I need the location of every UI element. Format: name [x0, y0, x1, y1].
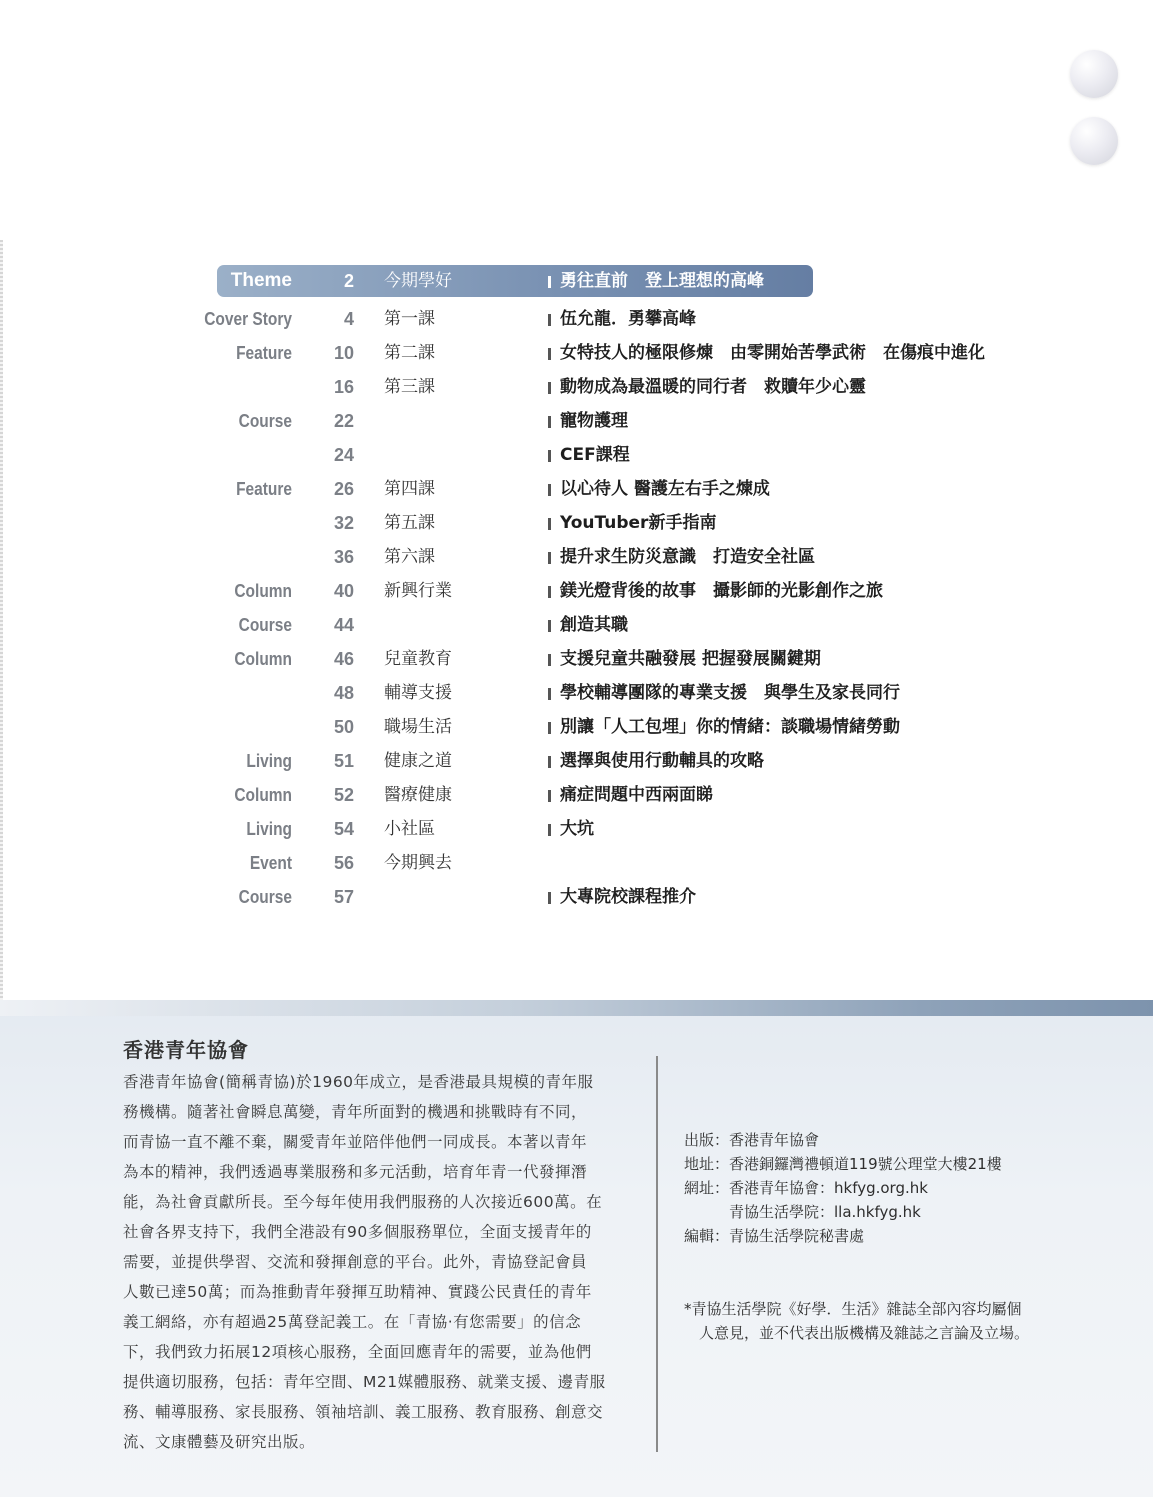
- toc-row[interactable]: [0, 506, 1153, 540]
- toc-article-title: YouTuber新手指南: [560, 513, 717, 533]
- org-description-line: 社會各界支持下，我們全港設有90多個服務單位，全面支援青年的: [123, 1223, 592, 1241]
- toc-row[interactable]: [0, 472, 1153, 506]
- toc-section-label: Course: [238, 411, 292, 431]
- toc-lesson-label: 第四課: [384, 479, 435, 499]
- toc-article-title: [560, 846, 1120, 880]
- decorative-circle-bottom: [1070, 117, 1118, 165]
- toc-row[interactable]: [0, 302, 1153, 336]
- toc-row[interactable]: [0, 880, 1153, 914]
- toc-row[interactable]: [0, 846, 1153, 880]
- toc-article-title: 以心待人 醫護左右手之煉成: [560, 479, 770, 499]
- org-description-line: 義工網絡，亦有超過25萬登記義工。在「青協‧有您需要」的信念: [123, 1313, 582, 1331]
- toc-section-label: Event: [249, 853, 292, 873]
- toc-bar-mark: [548, 348, 551, 360]
- toc-page-number: 48: [333, 683, 354, 703]
- toc-section-label: [170, 676, 292, 710]
- toc-bar-mark: [548, 382, 551, 394]
- toc-lesson-label: 新興行業: [384, 581, 452, 601]
- toc-row[interactable]: [0, 404, 1153, 438]
- toc-page-number: 16: [333, 377, 354, 397]
- toc-article-title: 支援兒童共融發展 把握發展關鍵期: [560, 649, 821, 669]
- toc-row[interactable]: [0, 540, 1153, 574]
- toc-bar-mark: [548, 654, 551, 666]
- toc-section-label: Feature: [236, 343, 292, 363]
- org-description-line: 提供適切服務，包括：青年空間、M21媒體服務、就業支援、邊青服: [123, 1373, 606, 1391]
- toc-row[interactable]: [0, 642, 1153, 676]
- disclaimer-line: 人意見，並不代表出版機構及雜誌之言論及立場。: [684, 1324, 1030, 1342]
- toc-lesson-label: 醫療健康: [384, 785, 452, 805]
- toc-lesson-label: 第二課: [384, 343, 435, 363]
- publication-info: [684, 1128, 1124, 1248]
- publication-info-line: 網址：香港青年協會：hkfyg.org.hk: [684, 1179, 928, 1197]
- toc-article-title: 選擇與使用行動輔具的攻略: [560, 751, 764, 771]
- toc-section-label: Feature: [236, 479, 292, 499]
- toc-page-number: 22: [333, 411, 354, 431]
- toc-lesson-label: 健康之道: [384, 751, 452, 771]
- toc-lesson-label: [384, 608, 534, 642]
- toc-page-number: 54: [333, 819, 354, 839]
- org-description-line: 香港青年協會(簡稱青協)於1960年成立，是香港最具規模的青年服: [123, 1073, 594, 1091]
- toc-lesson-label: 第一課: [384, 309, 435, 329]
- toc-article-title: 痛症問題中西兩面睇: [560, 785, 713, 805]
- toc-lesson-label: 第三課: [384, 377, 435, 397]
- org-description-line: 人數已達50萬；而為推動青年發揮互助精神、實踐公民責任的青年: [123, 1283, 592, 1301]
- toc-article-title: 大坑: [560, 819, 594, 839]
- toc-row[interactable]: [0, 778, 1153, 812]
- toc-article-title: 別讓「人工包埋」你的情緒：談職場情緒勞動: [560, 717, 900, 737]
- toc-lesson-label: 輔導支援: [384, 683, 452, 703]
- toc-article-title: 創造其職: [560, 615, 628, 635]
- org-description-line: 務機構。隨著社會瞬息萬變，青年所面對的機遇和挑戰時有不同，: [123, 1103, 588, 1121]
- org-description-line: 下，我們致力拓展12項核心服務，全面回應青年的需要，並為他們: [123, 1343, 592, 1361]
- toc-section-label: Living: [246, 751, 292, 771]
- toc-bar-mark: [548, 620, 551, 632]
- toc-lesson-label: 第六課: [384, 547, 435, 567]
- toc-section-label: Theme: [230, 270, 292, 291]
- toc-page-number: 52: [333, 785, 354, 805]
- toc-bar-mark: [548, 552, 551, 564]
- table-of-contents: [0, 264, 1153, 914]
- org-description-line: 能，為社會貢獻所長。至今每年使用我們服務的人次接近600萬。在: [123, 1193, 603, 1211]
- toc-lesson-label: 兒童教育: [384, 649, 452, 669]
- toc-section-label: Course: [238, 615, 292, 635]
- toc-page-number: 57: [333, 887, 354, 907]
- toc-lesson-label: 今期學好: [384, 271, 452, 291]
- toc-bar-mark: [548, 892, 551, 904]
- toc-article-title: 動物成為最溫暖的同行者 救贖年少心靈: [560, 377, 866, 397]
- toc-page-number: 51: [333, 751, 354, 771]
- toc-bar-mark: [548, 416, 551, 428]
- toc-section-label: [170, 710, 292, 744]
- org-description-line: 而青協一直不離不棄，關愛青年並陪伴他們一同成長。本著以青年: [123, 1133, 588, 1151]
- org-description-line: 為本的精神，我們透過專業服務和多元活動，培育年青一代發揮潛: [123, 1163, 588, 1181]
- toc-rows: [0, 302, 1153, 914]
- toc-article-title: 寵物護理: [560, 411, 628, 431]
- toc-article-title: 勇往直前 登上理想的高峰: [560, 271, 764, 291]
- org-description-line: 需要，並提供學習、交流和發揮創意的平台。此外，青協登記會員: [123, 1253, 588, 1271]
- toc-page-number: 36: [333, 547, 354, 567]
- toc-lesson-label: 今期興去: [384, 853, 452, 873]
- toc-article-title: 女特技人的極限修煉 由零開始苦學武術 在傷痕中進化: [560, 343, 985, 363]
- toc-page-number: 10: [333, 343, 354, 363]
- toc-bar-mark: [548, 722, 551, 734]
- toc-lesson-label: 職場生活: [384, 717, 452, 737]
- toc-page-number: 26: [333, 479, 354, 499]
- toc-section-label: Course: [238, 887, 292, 907]
- toc-article-title: 提升求生防災意識 打造安全社區: [560, 547, 815, 567]
- toc-article-title: CEF課程: [560, 445, 630, 465]
- publication-info-line: 地址：香港銅鑼灣禮頓道119號公理堂大樓21樓: [684, 1155, 1002, 1173]
- org-description-line: 務、輔導服務、家長服務、領袖培訓、義工服務、教育服務、創意交: [123, 1403, 604, 1421]
- toc-bar-mark: [548, 756, 551, 768]
- decorative-circle-top: [1070, 50, 1118, 98]
- toc-row[interactable]: [0, 336, 1153, 370]
- toc-page-number: 40: [333, 581, 354, 601]
- toc-article-title: 大專院校課程推介: [560, 887, 696, 907]
- toc-row[interactable]: [0, 370, 1153, 404]
- disclaimer: [684, 1297, 1124, 1345]
- org-description: [123, 1067, 628, 1457]
- toc-page-number: 44: [333, 615, 354, 635]
- publication-info-line: 編輯：青協生活學院秘書處: [684, 1227, 865, 1245]
- toc-section-label: Cover Story: [204, 309, 292, 329]
- toc-section-label: Column: [234, 785, 292, 805]
- toc-page-number: 2: [343, 271, 354, 291]
- toc-theme-row[interactable]: [0, 264, 1153, 298]
- toc-bar-mark: [548, 314, 551, 326]
- toc-bar-mark: [548, 824, 551, 836]
- toc-row[interactable]: [0, 574, 1153, 608]
- toc-lesson-label: [384, 880, 534, 914]
- toc-row[interactable]: [0, 812, 1153, 846]
- toc-section-label: Column: [234, 581, 292, 601]
- toc-section-label: Living: [246, 819, 292, 839]
- toc-article-title: 學校輔導團隊的專業支援 與學生及家長同行: [560, 683, 900, 703]
- toc-section-label: [170, 506, 292, 540]
- org-title: 香港青年協會: [123, 1038, 249, 1062]
- toc-row[interactable]: [0, 744, 1153, 778]
- toc-row[interactable]: [0, 438, 1153, 472]
- footer-gradient-stripe: [0, 1000, 1153, 1016]
- toc-bar-mark: [548, 484, 551, 496]
- toc-lesson-label: [384, 404, 534, 438]
- toc-section-label: [170, 370, 292, 404]
- toc-page-number: 24: [333, 445, 354, 465]
- toc-lesson-label: 第五課: [384, 513, 435, 533]
- toc-page-number: 46: [333, 649, 354, 669]
- toc-row[interactable]: [0, 608, 1153, 642]
- toc-row[interactable]: [0, 676, 1153, 710]
- toc-bar-mark: [548, 790, 551, 802]
- toc-bar-mark: [548, 586, 551, 598]
- toc-lesson-label: 小社區: [384, 819, 435, 839]
- toc-page-number: 32: [333, 513, 354, 533]
- toc-section-label: [170, 438, 292, 472]
- toc-bar-mark: [548, 276, 551, 288]
- toc-bar-mark: [548, 688, 551, 700]
- toc-page-number: 50: [333, 717, 354, 737]
- toc-page-number: 56: [333, 853, 354, 873]
- toc-article-title: 伍允龍．勇攀高峰: [560, 309, 696, 329]
- vertical-divider: [656, 1056, 658, 1452]
- publication-info-line: 青協生活學院：lla.hkfyg.hk: [684, 1203, 921, 1221]
- publication-info-line: 出版：香港青年協會: [684, 1131, 820, 1149]
- toc-bar-mark: [548, 450, 551, 462]
- toc-row[interactable]: [0, 710, 1153, 744]
- toc-page-number: 4: [343, 309, 354, 329]
- toc-lesson-label: [384, 438, 534, 472]
- disclaimer-line: *青協生活學院《好學．生活》雜誌全部內容均屬個: [684, 1300, 1022, 1318]
- toc-section-label: [170, 540, 292, 574]
- toc-section-label: Column: [234, 649, 292, 669]
- toc-bar-mark: [548, 518, 551, 530]
- org-description-line: 流、文康體藝及研究出版。: [123, 1433, 316, 1451]
- toc-article-title: 鎂光燈背後的故事 攝影師的光影創作之旅: [560, 581, 883, 601]
